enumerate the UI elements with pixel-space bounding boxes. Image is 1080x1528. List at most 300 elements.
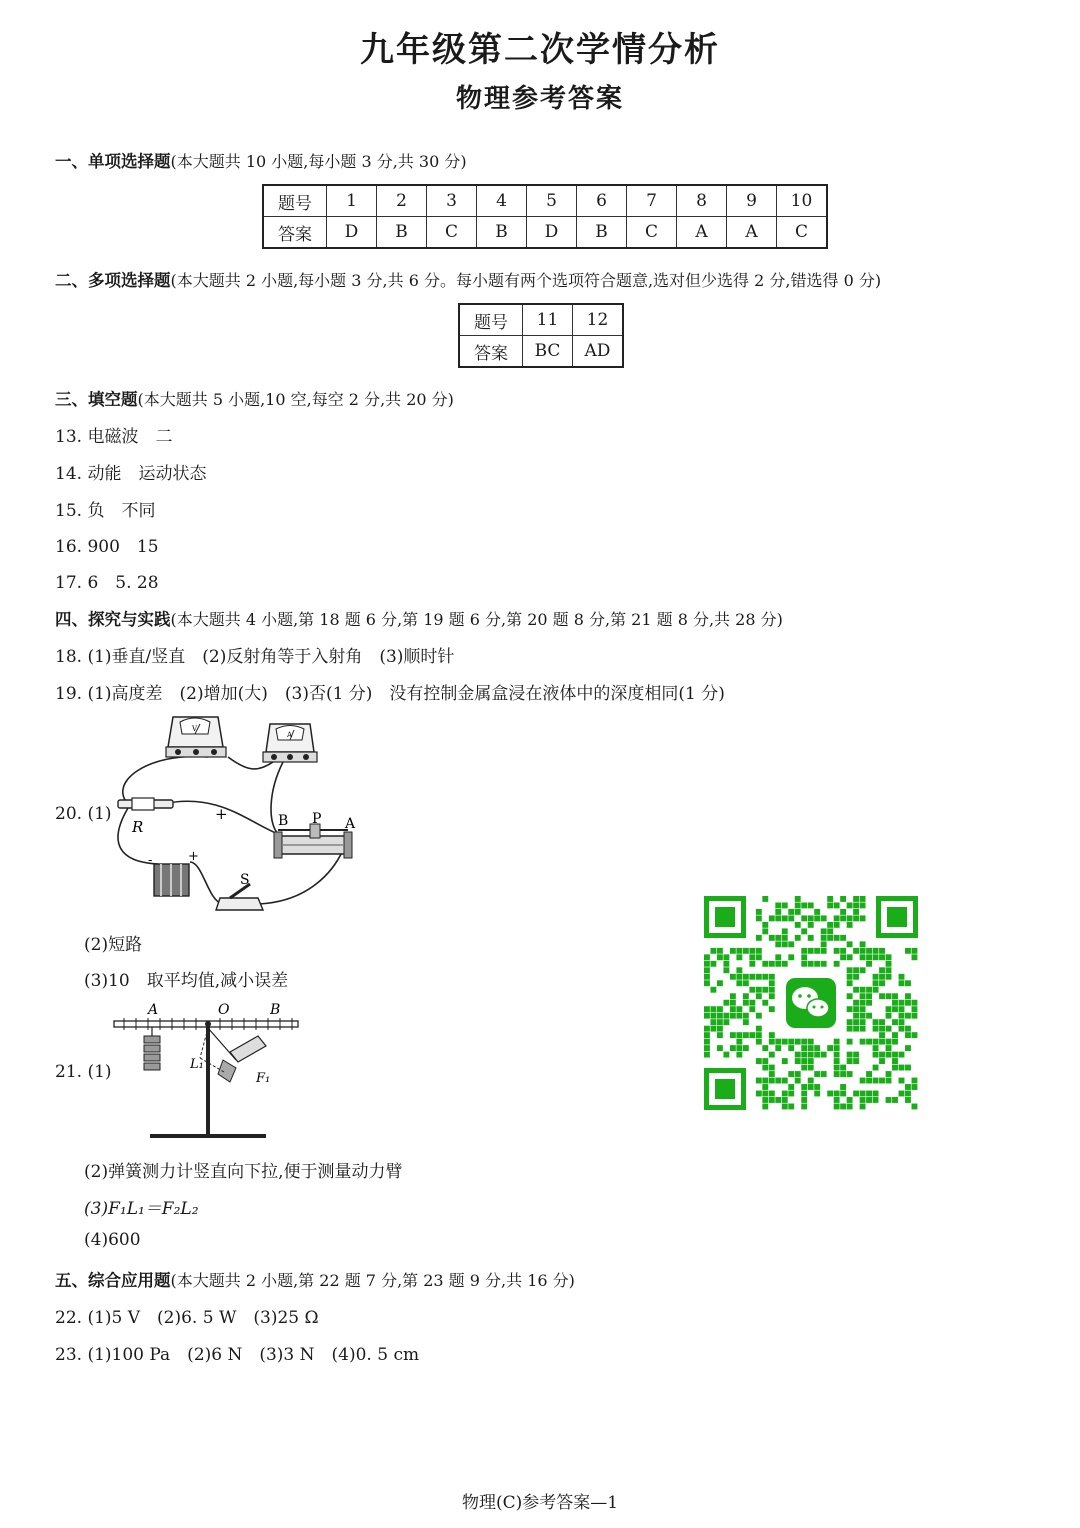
qr-module bbox=[853, 1026, 859, 1032]
qr-module bbox=[912, 1000, 918, 1006]
qr-module bbox=[749, 954, 755, 960]
qr-module bbox=[847, 1052, 853, 1058]
qr-module bbox=[717, 1032, 723, 1038]
qr-module bbox=[821, 935, 827, 941]
qr-module bbox=[736, 1006, 742, 1012]
qr-module bbox=[840, 948, 846, 954]
qr-module bbox=[847, 922, 853, 928]
qr-module bbox=[762, 922, 768, 928]
rheostat-label-b: B bbox=[278, 813, 289, 829]
qr-module bbox=[704, 961, 710, 967]
ammeter-label: A bbox=[287, 731, 293, 739]
table-cell: 11 bbox=[523, 304, 573, 336]
qr-module bbox=[899, 1091, 905, 1097]
qr-module bbox=[905, 993, 911, 999]
qr-module bbox=[756, 1026, 762, 1032]
qr-module bbox=[814, 961, 820, 967]
qr-module bbox=[769, 1052, 775, 1058]
qr-module bbox=[756, 915, 762, 921]
qr-module bbox=[730, 1045, 736, 1051]
qr-module bbox=[853, 1000, 859, 1006]
section-3-title: 三、填空题 bbox=[55, 390, 138, 409]
qr-module bbox=[717, 1019, 723, 1025]
section-1-title: 一、单项选择题 bbox=[55, 152, 171, 171]
table-cell: 8 bbox=[677, 185, 727, 217]
page-title: 九年级第二次学情分析 bbox=[360, 30, 720, 70]
qr-module bbox=[899, 1006, 905, 1012]
row-label-answer: 答案 bbox=[459, 336, 523, 368]
qr-module bbox=[840, 1084, 846, 1090]
qr-module bbox=[860, 987, 866, 993]
lever-label-a: A bbox=[148, 1002, 159, 1018]
qr-module bbox=[730, 1032, 736, 1038]
lever-label-o: O bbox=[218, 1002, 230, 1018]
wechat-qr-code[interactable] bbox=[704, 896, 918, 1110]
qr-module bbox=[775, 935, 781, 941]
table-cell: 10 bbox=[777, 185, 828, 217]
qr-module bbox=[860, 1006, 866, 1012]
qr-module bbox=[853, 1091, 859, 1097]
qr-module bbox=[912, 1084, 918, 1090]
section-3-note: (本大题共 5 小题,10 空,每空 2 分,共 20 分) bbox=[137, 390, 454, 409]
qr-module bbox=[821, 928, 827, 934]
qr-module bbox=[879, 1058, 885, 1064]
qr-module bbox=[782, 1097, 788, 1103]
qr-module bbox=[847, 1104, 853, 1110]
qr-module bbox=[892, 1097, 898, 1103]
qr-module bbox=[730, 1006, 736, 1012]
qr-module bbox=[710, 1006, 716, 1012]
qr-module bbox=[847, 980, 853, 986]
qr-module bbox=[788, 1084, 794, 1090]
qr-module bbox=[808, 1058, 814, 1064]
qr-module bbox=[801, 1065, 807, 1071]
qr-module bbox=[795, 1058, 801, 1064]
section-3-heading bbox=[55, 386, 454, 410]
qr-module bbox=[795, 1052, 801, 1058]
answer-16: 16. 900 15 bbox=[55, 537, 159, 557]
qr-module bbox=[886, 993, 892, 999]
qr-module bbox=[749, 1032, 755, 1038]
qr-module bbox=[847, 941, 853, 947]
qr-module bbox=[782, 1078, 788, 1084]
qr-module bbox=[847, 1026, 853, 1032]
qr-module bbox=[814, 909, 820, 915]
qr-module bbox=[801, 1104, 807, 1110]
answer-21-2: (2)弹簧测力计竖直向下拉,便于测量动力臂 bbox=[84, 1162, 403, 1182]
qr-module bbox=[704, 967, 710, 973]
table-cell: BC bbox=[523, 336, 573, 368]
table-cell: B bbox=[477, 217, 527, 249]
table-cell: C bbox=[427, 217, 477, 249]
qr-module bbox=[795, 909, 801, 915]
qr-module bbox=[860, 967, 866, 973]
qr-module bbox=[769, 1071, 775, 1077]
qr-module bbox=[847, 1006, 853, 1012]
qr-module bbox=[840, 1071, 846, 1077]
qr-module bbox=[775, 1039, 781, 1045]
qr-module bbox=[853, 915, 859, 921]
qr-module bbox=[769, 987, 775, 993]
section-1-heading bbox=[55, 148, 467, 172]
qr-module bbox=[860, 1000, 866, 1006]
qr-module bbox=[736, 980, 742, 986]
qr-module bbox=[769, 1006, 775, 1012]
section-5-heading bbox=[55, 1267, 575, 1291]
qr-module bbox=[762, 928, 768, 934]
table-cell: 3 bbox=[427, 185, 477, 217]
qr-module bbox=[762, 896, 768, 902]
qr-module bbox=[743, 974, 749, 980]
qr-module bbox=[892, 1006, 898, 1012]
qr-module bbox=[834, 1045, 840, 1051]
table-cell: 12 bbox=[573, 304, 624, 336]
qr-module bbox=[879, 1078, 885, 1084]
qr-module bbox=[886, 1045, 892, 1051]
qr-module bbox=[717, 1006, 723, 1012]
switch-label: S bbox=[240, 872, 250, 888]
qr-module bbox=[769, 1078, 775, 1084]
qr-module bbox=[756, 948, 762, 954]
qr-module bbox=[788, 915, 794, 921]
qr-module bbox=[769, 1097, 775, 1103]
qr-module bbox=[853, 1013, 859, 1019]
section-2-note: (本大题共 2 小题,每小题 3 分,共 6 分。每小题有两个选项符合题意,选对但少选得 2 分,错选得 0 分) bbox=[170, 271, 882, 290]
qr-module bbox=[847, 967, 853, 973]
qr-module bbox=[886, 954, 892, 960]
qr-module bbox=[847, 1039, 853, 1045]
section-2-title: 二、多项选择题 bbox=[55, 271, 171, 290]
qr-module bbox=[762, 1084, 768, 1090]
qr-module bbox=[905, 1097, 911, 1103]
qr-module bbox=[886, 1039, 892, 1045]
qr-module bbox=[723, 967, 729, 973]
qr-module bbox=[801, 1097, 807, 1103]
qr-module bbox=[762, 1078, 768, 1084]
qr-module bbox=[866, 1071, 872, 1077]
qr-module bbox=[782, 1039, 788, 1045]
answer-20-1: 20. (1) bbox=[55, 804, 112, 824]
qr-module bbox=[905, 1026, 911, 1032]
qr-module bbox=[873, 1065, 879, 1071]
qr-module bbox=[912, 1032, 918, 1038]
lever-diagram bbox=[108, 998, 308, 1144]
qr-module bbox=[775, 909, 781, 915]
qr-module bbox=[853, 1052, 859, 1058]
qr-module bbox=[717, 1026, 723, 1032]
row-label-number: 题号 bbox=[459, 304, 523, 336]
qr-module bbox=[769, 1039, 775, 1045]
table-row-answers bbox=[263, 217, 827, 249]
qr-module bbox=[866, 1078, 872, 1084]
qr-module bbox=[710, 1013, 716, 1019]
section-1-note: (本大题共 10 小题,每小题 3 分,共 30 分) bbox=[170, 152, 467, 171]
qr-module bbox=[847, 1097, 853, 1103]
qr-module bbox=[912, 1006, 918, 1012]
qr-module bbox=[879, 1032, 885, 1038]
table-cell: B bbox=[377, 217, 427, 249]
qr-module bbox=[736, 967, 742, 973]
qr-module bbox=[723, 954, 729, 960]
qr-module bbox=[788, 909, 794, 915]
qr-module bbox=[847, 974, 853, 980]
qr-module bbox=[886, 1097, 892, 1103]
qr-module bbox=[892, 1032, 898, 1038]
qr-module bbox=[769, 1091, 775, 1097]
qr-module bbox=[873, 954, 879, 960]
qr-module bbox=[769, 1065, 775, 1071]
section-4-title: 四、探究与实践 bbox=[55, 610, 171, 629]
qr-module bbox=[905, 1000, 911, 1006]
qr-module bbox=[834, 922, 840, 928]
qr-module bbox=[762, 1000, 768, 1006]
qr-module bbox=[860, 941, 866, 947]
qr-module bbox=[892, 1052, 898, 1058]
qr-module bbox=[879, 993, 885, 999]
qr-module bbox=[749, 1000, 755, 1006]
qr-module bbox=[834, 1052, 840, 1058]
qr-module bbox=[847, 954, 853, 960]
qr-module bbox=[834, 1058, 840, 1064]
qr-module bbox=[782, 1091, 788, 1097]
qr-module bbox=[892, 1065, 898, 1071]
resistor-r bbox=[118, 798, 173, 836]
qr-module bbox=[879, 948, 885, 954]
answer-15: 15. 负 不同 bbox=[55, 501, 156, 521]
qr-module bbox=[749, 1006, 755, 1012]
table-cell: 2 bbox=[377, 185, 427, 217]
qr-module bbox=[710, 961, 716, 967]
plus-mark: + bbox=[215, 805, 228, 823]
qr-module bbox=[912, 1013, 918, 1019]
qr-module bbox=[801, 1039, 807, 1045]
page-subtitle: 物理参考答案 bbox=[455, 84, 624, 114]
qr-module bbox=[827, 928, 833, 934]
qr-module bbox=[730, 948, 736, 954]
qr-module bbox=[717, 980, 723, 986]
qr-module bbox=[827, 902, 833, 908]
table-row-answers bbox=[459, 336, 623, 368]
qr-module bbox=[840, 954, 846, 960]
qr-module bbox=[736, 1013, 742, 1019]
qr-module bbox=[866, 993, 872, 999]
qr-module bbox=[866, 987, 872, 993]
rheostat bbox=[274, 811, 356, 858]
qr-module bbox=[886, 974, 892, 980]
qr-module bbox=[834, 961, 840, 967]
qr-module bbox=[814, 915, 820, 921]
qr-module bbox=[743, 1013, 749, 1019]
qr-module bbox=[723, 1013, 729, 1019]
qr-module bbox=[814, 948, 820, 954]
qr-module bbox=[775, 1078, 781, 1084]
qr-module bbox=[866, 1097, 872, 1103]
qr-module bbox=[886, 1006, 892, 1012]
qr-module bbox=[899, 980, 905, 986]
qr-module bbox=[769, 935, 775, 941]
qr-module bbox=[704, 1013, 710, 1019]
qr-module bbox=[899, 1019, 905, 1025]
answer-17: 17. 6 5. 28 bbox=[55, 573, 159, 593]
qr-module bbox=[775, 954, 781, 960]
qr-module bbox=[749, 961, 755, 967]
resistor-label: R bbox=[132, 818, 144, 836]
qr-module bbox=[905, 1091, 911, 1097]
qr-module bbox=[834, 1039, 840, 1045]
qr-module bbox=[860, 1039, 866, 1045]
qr-module bbox=[762, 1065, 768, 1071]
qr-module bbox=[892, 1058, 898, 1064]
qr-module bbox=[704, 1032, 710, 1038]
qr-module bbox=[840, 909, 846, 915]
qr-module bbox=[808, 1052, 814, 1058]
answer-19: 19. (1)高度差 (2)增加(大) (3)否(1 分) 没有控制金属盒浸在液体中的深度相同(1 分) bbox=[55, 684, 725, 704]
answer-21-3: (3)F₁L₁＝F₂L₂ bbox=[84, 1199, 199, 1219]
qr-module bbox=[801, 954, 807, 960]
qr-module bbox=[769, 993, 775, 999]
answer-23: 23. (1)100 Pa (2)6 N (3)3 N (4)0. 5 cm bbox=[55, 1345, 420, 1365]
qr-module bbox=[808, 1065, 814, 1071]
qr-module bbox=[723, 961, 729, 967]
qr-module bbox=[905, 1032, 911, 1038]
qr-module bbox=[795, 1071, 801, 1077]
qr-module bbox=[743, 980, 749, 986]
qr-module bbox=[834, 1097, 840, 1103]
qr-module bbox=[717, 954, 723, 960]
qr-module bbox=[860, 954, 866, 960]
qr-module bbox=[756, 987, 762, 993]
qr-module bbox=[866, 1013, 872, 1019]
qr-module bbox=[912, 1104, 918, 1110]
qr-module bbox=[743, 1045, 749, 1051]
qr-module bbox=[853, 902, 859, 908]
qr-module bbox=[873, 948, 879, 954]
qr-module bbox=[769, 961, 775, 967]
qr-module bbox=[853, 1058, 859, 1064]
answer-20-3: (3)10 取平均值,减小误差 bbox=[84, 971, 289, 991]
qr-module bbox=[788, 1091, 794, 1097]
qr-module bbox=[782, 902, 788, 908]
answer-14: 14. 动能 运动状态 bbox=[55, 464, 207, 484]
qr-module bbox=[782, 961, 788, 967]
table-cell: 6 bbox=[577, 185, 627, 217]
qr-module bbox=[782, 1058, 788, 1064]
qr-module bbox=[860, 948, 866, 954]
qr-module bbox=[762, 961, 768, 967]
qr-module bbox=[853, 948, 859, 954]
qr-module bbox=[840, 1091, 846, 1097]
qr-module bbox=[879, 980, 885, 986]
qr-module bbox=[756, 1032, 762, 1038]
qr-module bbox=[873, 1039, 879, 1045]
qr-module bbox=[788, 1071, 794, 1077]
qr-module bbox=[905, 1065, 911, 1071]
qr-module bbox=[801, 1084, 807, 1090]
qr-module bbox=[821, 1071, 827, 1077]
qr-module bbox=[775, 941, 781, 947]
qr-module bbox=[879, 1052, 885, 1058]
qr-module bbox=[723, 1000, 729, 1006]
qr-module bbox=[853, 967, 859, 973]
section-2-heading bbox=[55, 267, 881, 291]
qr-module bbox=[814, 1071, 820, 1077]
qr-module bbox=[886, 1052, 892, 1058]
qr-module bbox=[782, 1104, 788, 1110]
qr-module bbox=[782, 928, 788, 934]
battery-plus: + bbox=[188, 849, 199, 864]
qr-module bbox=[899, 1065, 905, 1071]
qr-module bbox=[808, 935, 814, 941]
table-cell: 4 bbox=[477, 185, 527, 217]
qr-module bbox=[847, 993, 853, 999]
qr-module bbox=[788, 941, 794, 947]
rheostat-label-a: A bbox=[345, 816, 356, 832]
qr-module bbox=[795, 1039, 801, 1045]
qr-module bbox=[704, 1045, 710, 1051]
qr-module bbox=[840, 935, 846, 941]
battery bbox=[148, 849, 199, 896]
qr-module bbox=[840, 896, 846, 902]
qr-module bbox=[801, 948, 807, 954]
voltmeter bbox=[166, 717, 226, 757]
qr-module bbox=[886, 967, 892, 973]
qr-module bbox=[736, 1039, 742, 1045]
qr-module bbox=[775, 961, 781, 967]
qr-module bbox=[801, 961, 807, 967]
voltmeter-label: V bbox=[192, 725, 198, 733]
table-cell: C bbox=[777, 217, 828, 249]
qr-module bbox=[756, 954, 762, 960]
qr-module bbox=[860, 1013, 866, 1019]
qr-module bbox=[834, 902, 840, 908]
qr-module bbox=[821, 1052, 827, 1058]
section-4-heading bbox=[55, 606, 783, 630]
lever-label-l1: L₁ bbox=[190, 1057, 204, 1072]
qr-module bbox=[886, 1013, 892, 1019]
qr-module bbox=[730, 974, 736, 980]
qr-module bbox=[704, 1052, 710, 1058]
page-footer: 物理(C)参考答案—1 bbox=[461, 1493, 619, 1513]
qr-module bbox=[905, 1045, 911, 1051]
qr-module bbox=[801, 1045, 807, 1051]
qr-module bbox=[795, 896, 801, 902]
row-label-number: 题号 bbox=[263, 185, 327, 217]
qr-module bbox=[873, 1052, 879, 1058]
qr-module bbox=[717, 948, 723, 954]
qr-module bbox=[723, 1052, 729, 1058]
qr-module bbox=[756, 1078, 762, 1084]
qr-module bbox=[795, 1078, 801, 1084]
qr-module bbox=[782, 915, 788, 921]
qr-module bbox=[769, 1032, 775, 1038]
qr-module bbox=[886, 961, 892, 967]
qr-module bbox=[782, 941, 788, 947]
table-cell: 5 bbox=[527, 185, 577, 217]
qr-module bbox=[873, 1097, 879, 1103]
qr-module bbox=[853, 974, 859, 980]
qr-module bbox=[814, 1052, 820, 1058]
qr-module bbox=[756, 1091, 762, 1097]
ammeter bbox=[263, 724, 317, 762]
qr-module bbox=[762, 1058, 768, 1064]
qr-module bbox=[879, 954, 885, 960]
qr-module bbox=[795, 935, 801, 941]
qr-module bbox=[899, 1052, 905, 1058]
qr-module bbox=[775, 1097, 781, 1103]
qr-module bbox=[827, 1045, 833, 1051]
qr-module bbox=[866, 1039, 872, 1045]
qr-module bbox=[775, 902, 781, 908]
